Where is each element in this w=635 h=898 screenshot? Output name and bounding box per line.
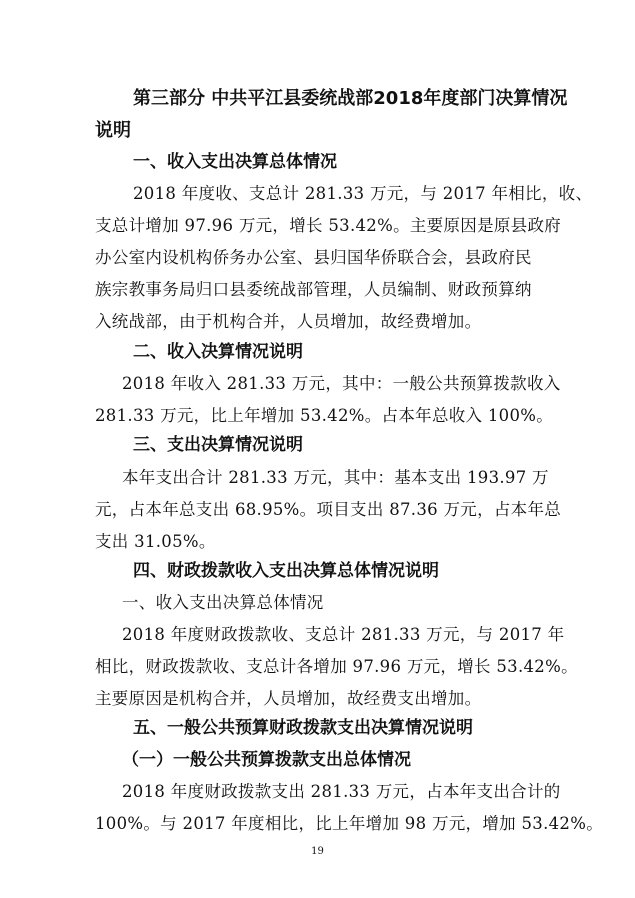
section-4-subtitle: 一、收入支出决算总体情况 xyxy=(122,593,324,612)
section-3-heading: 三、支出决算情况说明 xyxy=(133,435,303,455)
section-3-line-2: 元，占本年总支出 68.95%。项目支出 87.36 万元，占本年总 xyxy=(95,500,562,519)
section-1-line-4: 族宗教事务局归口县委统战部管理，人员编制、财政预算纳 xyxy=(95,280,532,299)
section-4-line-3: 主要原因是机构合并，人员增加，故经费支出增加。 xyxy=(95,689,482,708)
section-4-line-2: 相比，财政拨款收、支总计各增加 97.96 万元，增长 53.42%。 xyxy=(95,657,578,676)
section-3-line-1: 本年支出合计 281.33 万元，其中：基本支出 193.97 万 xyxy=(122,468,549,487)
section-2-heading: 二、收入决算情况说明 xyxy=(133,342,303,362)
section-1-heading: 一、收入支出决算总体情况 xyxy=(133,152,337,172)
section-5-line-1: 2018 年度财政拨款支出 281.33 万元，占本年支出合计的 xyxy=(122,782,561,801)
section-4-line-1: 2018 年度财政拨款收、支总计 281.33 万元，与 2017 年 xyxy=(122,625,565,644)
doc-title-line-1: 第三部分 中共平江县委统战部2018年度部门决算情况 xyxy=(133,88,568,109)
section-5-heading: 五、一般公共预算财政拨款支出决算情况说明 xyxy=(133,718,473,738)
section-4-heading: 四、财政拨款收入支出决算总体情况说明 xyxy=(133,561,439,581)
section-2-line-1: 2018 年收入 281.33 万元，其中：一般公共预算拨款收入 xyxy=(122,374,561,393)
doc-title-line-2: 说明 xyxy=(95,120,131,141)
section-5-subheading: （一）一般公共预算拨款支出总体情况 xyxy=(122,750,411,770)
page-number: 19 xyxy=(311,846,324,857)
section-1-line-1: 2018 年度收、支总计 281.33 万元，与 2017 年相比，收、 xyxy=(133,184,593,203)
section-1-line-2: 支总计增加 97.96 万元，增长 53.42%。主要原因是原县政府 xyxy=(95,216,562,235)
section-5-line-2: 100%。与 2017 年度相比，比上年增加 98 万元，增加 53.42%。 xyxy=(95,814,603,833)
section-1-line-3: 办公室内设机构侨务办公室、县归国华侨联合会，县政府民 xyxy=(95,248,532,267)
section-2-line-2: 281.33 万元，比上年增加 53.42%。占本年总收入 100%。 xyxy=(95,406,554,425)
section-3-line-3: 支出 31.05%。 xyxy=(95,532,216,551)
section-1-line-5: 入统战部，由于机构合并，人员增加，故经费增加。 xyxy=(95,312,482,331)
